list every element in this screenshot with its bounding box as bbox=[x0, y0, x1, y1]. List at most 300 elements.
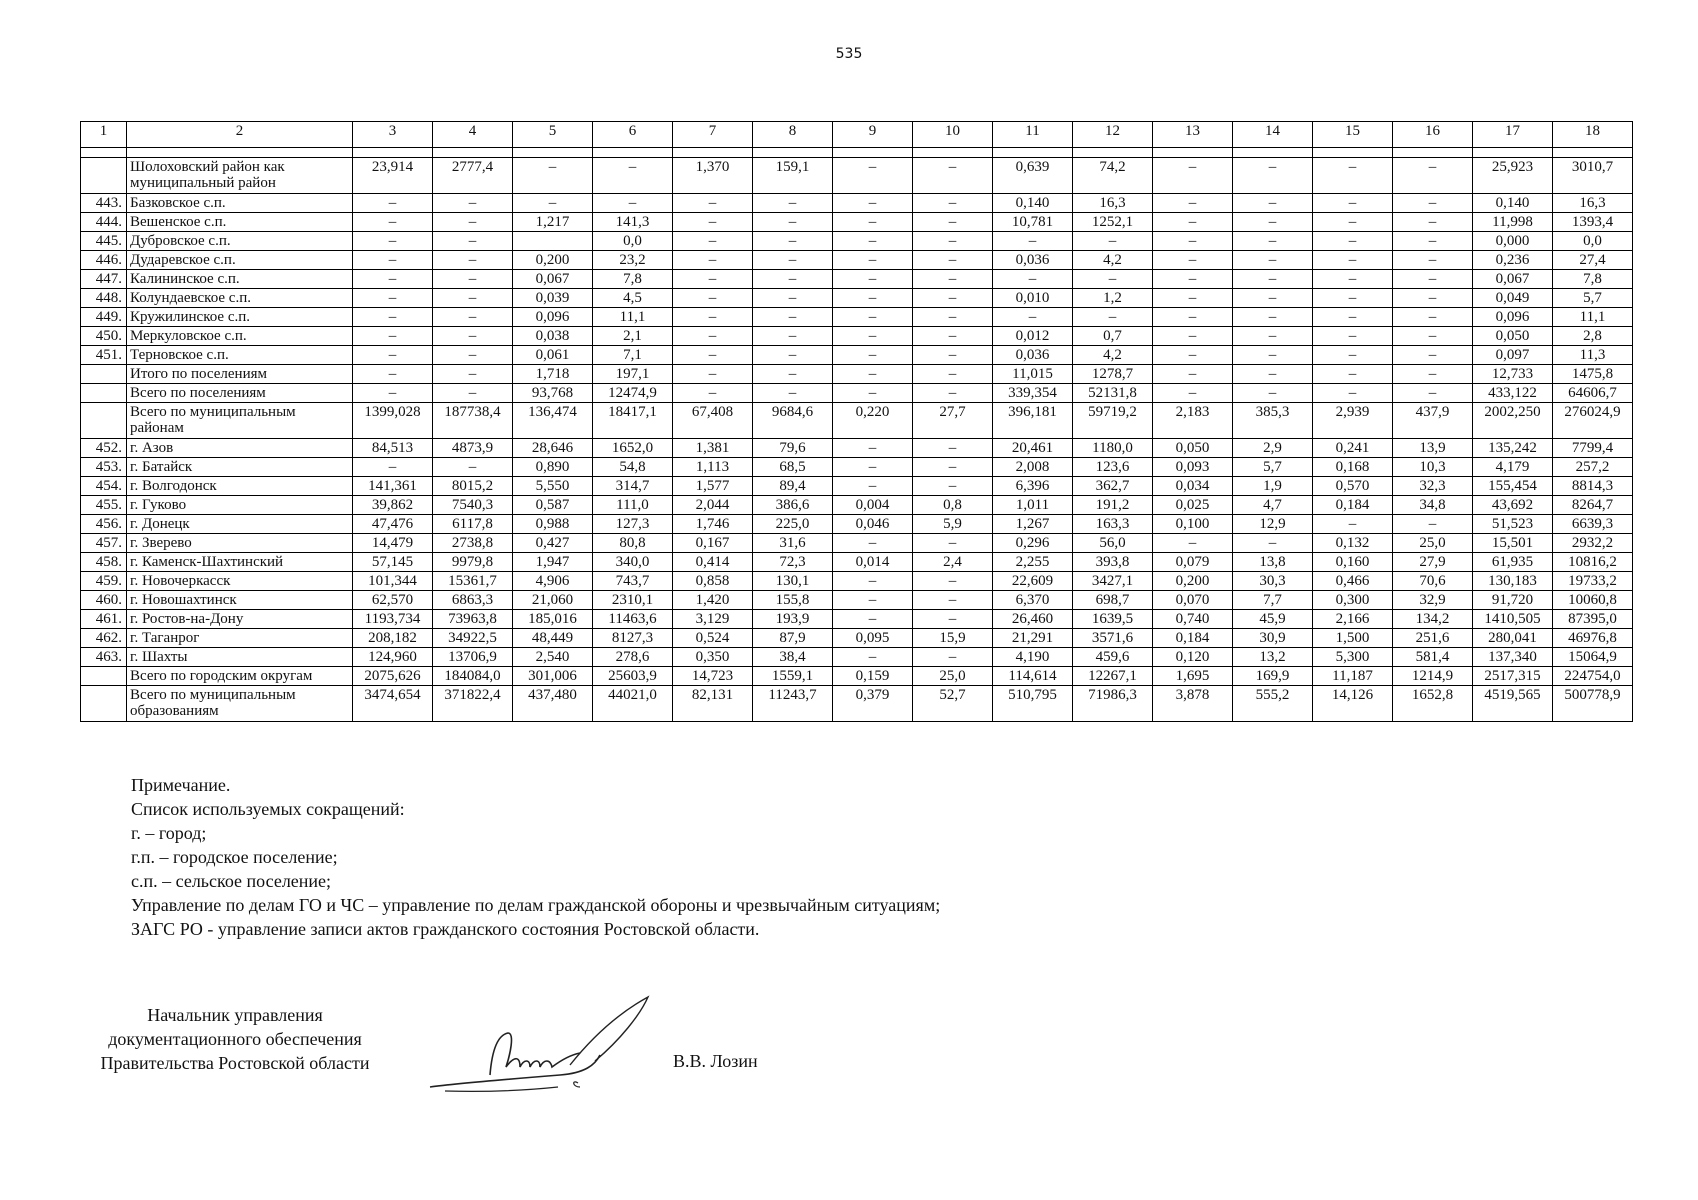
table-row bbox=[81, 515, 1633, 534]
table-row bbox=[81, 477, 1633, 496]
value-cell: 185,016 bbox=[513, 610, 593, 629]
value-cell: 0,012 bbox=[993, 327, 1073, 346]
value-cell: 1475,8 bbox=[1553, 365, 1633, 384]
value-cell: 2075,626 bbox=[353, 667, 433, 686]
row-number-cell: 447. bbox=[81, 270, 127, 289]
value-cell bbox=[513, 232, 593, 251]
row-number-cell: 450. bbox=[81, 327, 127, 346]
value-cell: – bbox=[753, 365, 833, 384]
value-cell: 2002,250 bbox=[1473, 403, 1553, 439]
value-cell: – bbox=[913, 232, 993, 251]
table-row bbox=[81, 384, 1633, 403]
value-cell: – bbox=[433, 384, 513, 403]
value-cell: – bbox=[673, 384, 753, 403]
row-name-cell: Всего по муниципальным районам bbox=[127, 403, 353, 439]
value-cell: – bbox=[1073, 308, 1153, 327]
row-number-cell: 456. bbox=[81, 515, 127, 534]
value-cell: 3,129 bbox=[673, 610, 753, 629]
row-name-cell: г. Донецк bbox=[127, 515, 353, 534]
spacer-cell bbox=[81, 148, 127, 158]
value-cell: 0,004 bbox=[833, 496, 913, 515]
row-name-cell: Итого по поселениям bbox=[127, 365, 353, 384]
value-cell: – bbox=[833, 458, 913, 477]
value-cell: – bbox=[1233, 270, 1313, 289]
row-name-cell: г. Таганрог bbox=[127, 629, 353, 648]
value-cell: 79,6 bbox=[753, 439, 833, 458]
value-cell: – bbox=[833, 327, 913, 346]
value-cell: 11,1 bbox=[593, 308, 673, 327]
value-cell: 46976,8 bbox=[1553, 629, 1633, 648]
value-cell: – bbox=[1393, 384, 1473, 403]
value-cell: 1,947 bbox=[513, 553, 593, 572]
table-row bbox=[81, 365, 1633, 384]
value-cell: 4,2 bbox=[1073, 346, 1153, 365]
value-cell: 396,181 bbox=[993, 403, 1073, 439]
value-cell: 743,7 bbox=[593, 572, 673, 591]
value-cell: 72,3 bbox=[753, 553, 833, 572]
row-number-cell: 458. bbox=[81, 553, 127, 572]
value-cell: – bbox=[1313, 194, 1393, 213]
value-cell: – bbox=[753, 232, 833, 251]
value-cell: – bbox=[673, 194, 753, 213]
spacer-cell bbox=[127, 148, 353, 158]
value-cell: 6,370 bbox=[993, 591, 1073, 610]
value-cell: 208,182 bbox=[353, 629, 433, 648]
value-cell: 141,3 bbox=[593, 213, 673, 232]
value-cell: 2,255 bbox=[993, 553, 1073, 572]
value-cell: – bbox=[1233, 384, 1313, 403]
value-cell: 1278,7 bbox=[1073, 365, 1153, 384]
value-cell: 225,0 bbox=[753, 515, 833, 534]
value-cell: 71986,3 bbox=[1073, 686, 1153, 722]
value-cell: 698,7 bbox=[1073, 591, 1153, 610]
value-cell: 1,267 bbox=[993, 515, 1073, 534]
data-table bbox=[80, 121, 1633, 722]
value-cell: – bbox=[913, 439, 993, 458]
value-cell: – bbox=[833, 270, 913, 289]
spacer-cell bbox=[1393, 148, 1473, 158]
row-number-cell: 448. bbox=[81, 289, 127, 308]
header-cell: 16 bbox=[1393, 122, 1473, 148]
row-name-cell: г. Шахты bbox=[127, 648, 353, 667]
value-cell: 5,9 bbox=[913, 515, 993, 534]
value-cell: 7,8 bbox=[1553, 270, 1633, 289]
value-cell: 0,988 bbox=[513, 515, 593, 534]
value-cell: – bbox=[913, 591, 993, 610]
value-cell: 11,3 bbox=[1553, 346, 1633, 365]
value-cell: 25,0 bbox=[1393, 534, 1473, 553]
value-cell: – bbox=[353, 327, 433, 346]
header-cell: 14 bbox=[1233, 122, 1313, 148]
row-number-cell: 453. bbox=[81, 458, 127, 477]
value-cell: 111,0 bbox=[593, 496, 673, 515]
header-cell: 2 bbox=[127, 122, 353, 148]
value-cell: 3571,6 bbox=[1073, 629, 1153, 648]
value-cell: 1,381 bbox=[673, 439, 753, 458]
value-cell: 278,6 bbox=[593, 648, 673, 667]
value-cell: 11,1 bbox=[1553, 308, 1633, 327]
value-cell: – bbox=[1233, 194, 1313, 213]
value-cell: 13706,9 bbox=[433, 648, 513, 667]
value-cell: – bbox=[1393, 365, 1473, 384]
value-cell: – bbox=[913, 194, 993, 213]
header-cell: 15 bbox=[1313, 122, 1393, 148]
table-row bbox=[81, 686, 1633, 722]
table-row bbox=[81, 496, 1633, 515]
value-cell: – bbox=[353, 308, 433, 327]
value-cell: 0,079 bbox=[1153, 553, 1233, 572]
value-cell: 0,296 bbox=[993, 534, 1073, 553]
value-cell: 0,8 bbox=[913, 496, 993, 515]
header-cell: 8 bbox=[753, 122, 833, 148]
value-cell: 74,2 bbox=[1073, 158, 1153, 194]
value-cell: – bbox=[1313, 158, 1393, 194]
table-row bbox=[81, 591, 1633, 610]
value-cell: 52,7 bbox=[913, 686, 993, 722]
value-cell: 280,041 bbox=[1473, 629, 1553, 648]
value-cell: 1,9 bbox=[1233, 477, 1313, 496]
value-cell: 340,0 bbox=[593, 553, 673, 572]
value-cell: – bbox=[833, 308, 913, 327]
value-cell: 0,095 bbox=[833, 629, 913, 648]
value-cell: 0,236 bbox=[1473, 251, 1553, 270]
value-cell: 1,500 bbox=[1313, 629, 1393, 648]
value-cell: – bbox=[833, 477, 913, 496]
value-cell: 0,010 bbox=[993, 289, 1073, 308]
value-cell: – bbox=[1233, 308, 1313, 327]
value-cell: – bbox=[673, 365, 753, 384]
value-cell: – bbox=[433, 194, 513, 213]
header-cell: 3 bbox=[353, 122, 433, 148]
value-cell: 12474,9 bbox=[593, 384, 673, 403]
value-cell: 500778,9 bbox=[1553, 686, 1633, 722]
value-cell: – bbox=[673, 327, 753, 346]
value-cell: – bbox=[913, 572, 993, 591]
value-cell: 5,7 bbox=[1553, 289, 1633, 308]
handwritten-signature bbox=[420, 995, 660, 1095]
value-cell: 0,140 bbox=[1473, 194, 1553, 213]
row-number-cell: 446. bbox=[81, 251, 127, 270]
value-cell: – bbox=[673, 213, 753, 232]
value-cell: – bbox=[353, 346, 433, 365]
value-cell: 0,000 bbox=[1473, 232, 1553, 251]
value-cell: 8127,3 bbox=[593, 629, 673, 648]
row-number-cell: 443. bbox=[81, 194, 127, 213]
value-cell: – bbox=[753, 289, 833, 308]
value-cell: 3,878 bbox=[1153, 686, 1233, 722]
value-cell: 34,8 bbox=[1393, 496, 1473, 515]
value-cell: – bbox=[433, 289, 513, 308]
table-row bbox=[81, 610, 1633, 629]
row-number-cell: 455. bbox=[81, 496, 127, 515]
value-cell: 3010,7 bbox=[1553, 158, 1633, 194]
value-cell: 62,570 bbox=[353, 591, 433, 610]
value-cell: 0,890 bbox=[513, 458, 593, 477]
page-number: 535 bbox=[835, 46, 863, 62]
table-row bbox=[81, 232, 1633, 251]
value-cell: – bbox=[913, 251, 993, 270]
value-cell: 114,614 bbox=[993, 667, 1073, 686]
value-cell: 64606,7 bbox=[1553, 384, 1633, 403]
value-cell: 0,093 bbox=[1153, 458, 1233, 477]
value-cell: – bbox=[513, 194, 593, 213]
header-cell: 17 bbox=[1473, 122, 1553, 148]
value-cell: 2,166 bbox=[1313, 610, 1393, 629]
value-cell: – bbox=[913, 289, 993, 308]
row-number-cell bbox=[81, 365, 127, 384]
value-cell: 8814,3 bbox=[1553, 477, 1633, 496]
signatory-title-line: Начальник управления bbox=[147, 1005, 323, 1025]
value-cell: 163,3 bbox=[1073, 515, 1153, 534]
header-cell: 4 bbox=[433, 122, 513, 148]
spacer-cell bbox=[1073, 148, 1153, 158]
table-row bbox=[81, 403, 1633, 439]
value-cell: 459,6 bbox=[1073, 648, 1153, 667]
row-number-cell: 454. bbox=[81, 477, 127, 496]
value-cell: 6,396 bbox=[993, 477, 1073, 496]
value-cell: 0,414 bbox=[673, 553, 753, 572]
value-cell: 12,733 bbox=[1473, 365, 1553, 384]
spacer-cell bbox=[753, 148, 833, 158]
value-cell: – bbox=[433, 346, 513, 365]
row-number-cell: 460. bbox=[81, 591, 127, 610]
value-cell: – bbox=[993, 308, 1073, 327]
value-cell: 0,7 bbox=[1073, 327, 1153, 346]
value-cell: 84,513 bbox=[353, 439, 433, 458]
value-cell: 21,291 bbox=[993, 629, 1073, 648]
value-cell: 0,038 bbox=[513, 327, 593, 346]
value-cell: – bbox=[753, 308, 833, 327]
value-cell: – bbox=[1153, 289, 1233, 308]
row-name-cell: г. Ростов-на-Дону bbox=[127, 610, 353, 629]
value-cell: 1,113 bbox=[673, 458, 753, 477]
notes-line: с.п. – сельское поселение; bbox=[131, 871, 332, 891]
value-cell: 1,577 bbox=[673, 477, 753, 496]
value-cell: 4,5 bbox=[593, 289, 673, 308]
value-cell: 13,2 bbox=[1233, 648, 1313, 667]
value-cell: 34922,5 bbox=[433, 629, 513, 648]
value-cell: – bbox=[1393, 327, 1473, 346]
table-row bbox=[81, 289, 1633, 308]
spacer-cell bbox=[833, 148, 913, 158]
value-cell: – bbox=[1233, 251, 1313, 270]
value-cell: 371822,4 bbox=[433, 686, 513, 722]
header-cell: 11 bbox=[993, 122, 1073, 148]
value-cell: – bbox=[673, 232, 753, 251]
value-cell: 2,4 bbox=[913, 553, 993, 572]
value-cell: – bbox=[1233, 232, 1313, 251]
value-cell: – bbox=[1313, 308, 1393, 327]
row-name-cell: г. Батайск bbox=[127, 458, 353, 477]
row-number-cell: 461. bbox=[81, 610, 127, 629]
value-cell: – bbox=[673, 270, 753, 289]
value-cell: – bbox=[353, 365, 433, 384]
header-cell: 18 bbox=[1553, 122, 1633, 148]
value-cell: – bbox=[753, 327, 833, 346]
value-cell: – bbox=[993, 270, 1073, 289]
row-name-cell: Всего по городским округам bbox=[127, 667, 353, 686]
value-cell: 155,454 bbox=[1473, 477, 1553, 496]
value-cell: 124,960 bbox=[353, 648, 433, 667]
value-cell: – bbox=[673, 308, 753, 327]
value-cell: – bbox=[833, 251, 913, 270]
row-name-cell: г. Новошахтинск bbox=[127, 591, 353, 610]
value-cell: 386,6 bbox=[753, 496, 833, 515]
value-cell: 0,184 bbox=[1313, 496, 1393, 515]
value-cell: 0,036 bbox=[993, 346, 1073, 365]
row-name-cell: Шолоховский район как муниципальный район bbox=[127, 158, 353, 194]
spacer-cell bbox=[593, 148, 673, 158]
value-cell: 5,7 bbox=[1233, 458, 1313, 477]
value-cell: 16,3 bbox=[1073, 194, 1153, 213]
value-cell: – bbox=[1153, 365, 1233, 384]
table-row bbox=[81, 553, 1633, 572]
value-cell: 19733,2 bbox=[1553, 572, 1633, 591]
value-cell: 91,720 bbox=[1473, 591, 1553, 610]
value-cell: 56,0 bbox=[1073, 534, 1153, 553]
value-cell: 89,4 bbox=[753, 477, 833, 496]
value-cell: 93,768 bbox=[513, 384, 593, 403]
header-cell: 9 bbox=[833, 122, 913, 148]
value-cell: 23,914 bbox=[353, 158, 433, 194]
value-cell: 0,858 bbox=[673, 572, 753, 591]
table-row bbox=[81, 667, 1633, 686]
value-cell: 0,046 bbox=[833, 515, 913, 534]
value-cell: – bbox=[753, 384, 833, 403]
value-cell: 7799,4 bbox=[1553, 439, 1633, 458]
value-cell: 51,523 bbox=[1473, 515, 1553, 534]
value-cell: – bbox=[1313, 232, 1393, 251]
value-cell: – bbox=[833, 384, 913, 403]
value-cell: – bbox=[833, 232, 913, 251]
value-cell: 0,025 bbox=[1153, 496, 1233, 515]
value-cell: 224754,0 bbox=[1553, 667, 1633, 686]
value-cell: 73963,8 bbox=[433, 610, 513, 629]
value-cell: 3474,654 bbox=[353, 686, 433, 722]
value-cell: 18417,1 bbox=[593, 403, 673, 439]
value-cell: 130,1 bbox=[753, 572, 833, 591]
value-cell: – bbox=[913, 477, 993, 496]
value-cell: 0,160 bbox=[1313, 553, 1393, 572]
value-cell: 2,939 bbox=[1313, 403, 1393, 439]
value-cell: 0,159 bbox=[833, 667, 913, 686]
value-cell: 555,2 bbox=[1233, 686, 1313, 722]
header-cell: 12 bbox=[1073, 122, 1153, 148]
value-cell: 11,998 bbox=[1473, 213, 1553, 232]
value-cell: 7,7 bbox=[1233, 591, 1313, 610]
notes-line: ЗАГС РО - управление записи актов гражданского состояния Ростовской области. bbox=[131, 919, 760, 939]
value-cell: 13,8 bbox=[1233, 553, 1313, 572]
table-row bbox=[81, 158, 1633, 194]
value-cell: – bbox=[433, 232, 513, 251]
value-cell: 30,9 bbox=[1233, 629, 1313, 648]
value-cell: 1639,5 bbox=[1073, 610, 1153, 629]
value-cell: – bbox=[753, 251, 833, 270]
value-cell: 130,183 bbox=[1473, 572, 1553, 591]
value-cell: – bbox=[1153, 327, 1233, 346]
spacer-cell bbox=[1553, 148, 1633, 158]
value-cell: – bbox=[1393, 194, 1473, 213]
notes-section bbox=[131, 773, 940, 941]
value-cell: – bbox=[1233, 158, 1313, 194]
value-cell: 0,168 bbox=[1313, 458, 1393, 477]
value-cell: – bbox=[1393, 515, 1473, 534]
row-name-cell: Терновское с.п. bbox=[127, 346, 353, 365]
value-cell: 4,2 bbox=[1073, 251, 1153, 270]
value-cell: – bbox=[913, 270, 993, 289]
value-cell: 12,9 bbox=[1233, 515, 1313, 534]
table-row bbox=[81, 572, 1633, 591]
value-cell: 6117,8 bbox=[433, 515, 513, 534]
header-cell: 6 bbox=[593, 122, 673, 148]
value-cell: – bbox=[753, 346, 833, 365]
value-cell: 57,145 bbox=[353, 553, 433, 572]
value-cell: 4,7 bbox=[1233, 496, 1313, 515]
value-cell: – bbox=[913, 458, 993, 477]
header-cell: 10 bbox=[913, 122, 993, 148]
value-cell: 2,540 bbox=[513, 648, 593, 667]
value-cell: – bbox=[1393, 232, 1473, 251]
value-cell: 15064,9 bbox=[1553, 648, 1633, 667]
value-cell: – bbox=[1233, 327, 1313, 346]
value-cell: 16,3 bbox=[1553, 194, 1633, 213]
value-cell: – bbox=[913, 610, 993, 629]
row-number-cell: 463. bbox=[81, 648, 127, 667]
row-number-cell bbox=[81, 384, 127, 403]
row-name-cell: г. Новочеркасск bbox=[127, 572, 353, 591]
value-cell: – bbox=[1313, 251, 1393, 270]
value-cell: 4519,565 bbox=[1473, 686, 1553, 722]
value-cell: – bbox=[353, 194, 433, 213]
value-cell: 1,695 bbox=[1153, 667, 1233, 686]
value-cell: 9979,8 bbox=[433, 553, 513, 572]
value-cell: – bbox=[913, 365, 993, 384]
value-cell: – bbox=[1153, 232, 1233, 251]
value-cell: 54,8 bbox=[593, 458, 673, 477]
row-name-cell: г. Волгодонск bbox=[127, 477, 353, 496]
value-cell: 437,9 bbox=[1393, 403, 1473, 439]
value-cell: – bbox=[353, 213, 433, 232]
notes-line: г. – город; bbox=[131, 823, 207, 843]
value-cell: – bbox=[913, 213, 993, 232]
value-cell: 0,039 bbox=[513, 289, 593, 308]
value-cell: 0,524 bbox=[673, 629, 753, 648]
value-cell: 135,242 bbox=[1473, 439, 1553, 458]
value-cell: – bbox=[753, 270, 833, 289]
row-name-cell: Всего по поселениям bbox=[127, 384, 353, 403]
value-cell: – bbox=[913, 648, 993, 667]
spacer-cell bbox=[1233, 148, 1313, 158]
value-cell: 30,3 bbox=[1233, 572, 1313, 591]
value-cell: 136,474 bbox=[513, 403, 593, 439]
value-cell: 137,340 bbox=[1473, 648, 1553, 667]
value-cell: 339,354 bbox=[993, 384, 1073, 403]
row-number-cell bbox=[81, 686, 127, 722]
notes-title: Примечание. bbox=[131, 775, 231, 795]
value-cell: 10816,2 bbox=[1553, 553, 1633, 572]
value-cell: 1,718 bbox=[513, 365, 593, 384]
value-cell: – bbox=[1393, 289, 1473, 308]
table-row bbox=[81, 213, 1633, 232]
value-cell: 1214,9 bbox=[1393, 667, 1473, 686]
value-cell: – bbox=[1313, 346, 1393, 365]
value-cell: 257,2 bbox=[1553, 458, 1633, 477]
value-cell: 101,344 bbox=[353, 572, 433, 591]
value-cell: 581,4 bbox=[1393, 648, 1473, 667]
value-cell: 4,179 bbox=[1473, 458, 1553, 477]
row-number-cell: 445. bbox=[81, 232, 127, 251]
row-number-cell: 457. bbox=[81, 534, 127, 553]
